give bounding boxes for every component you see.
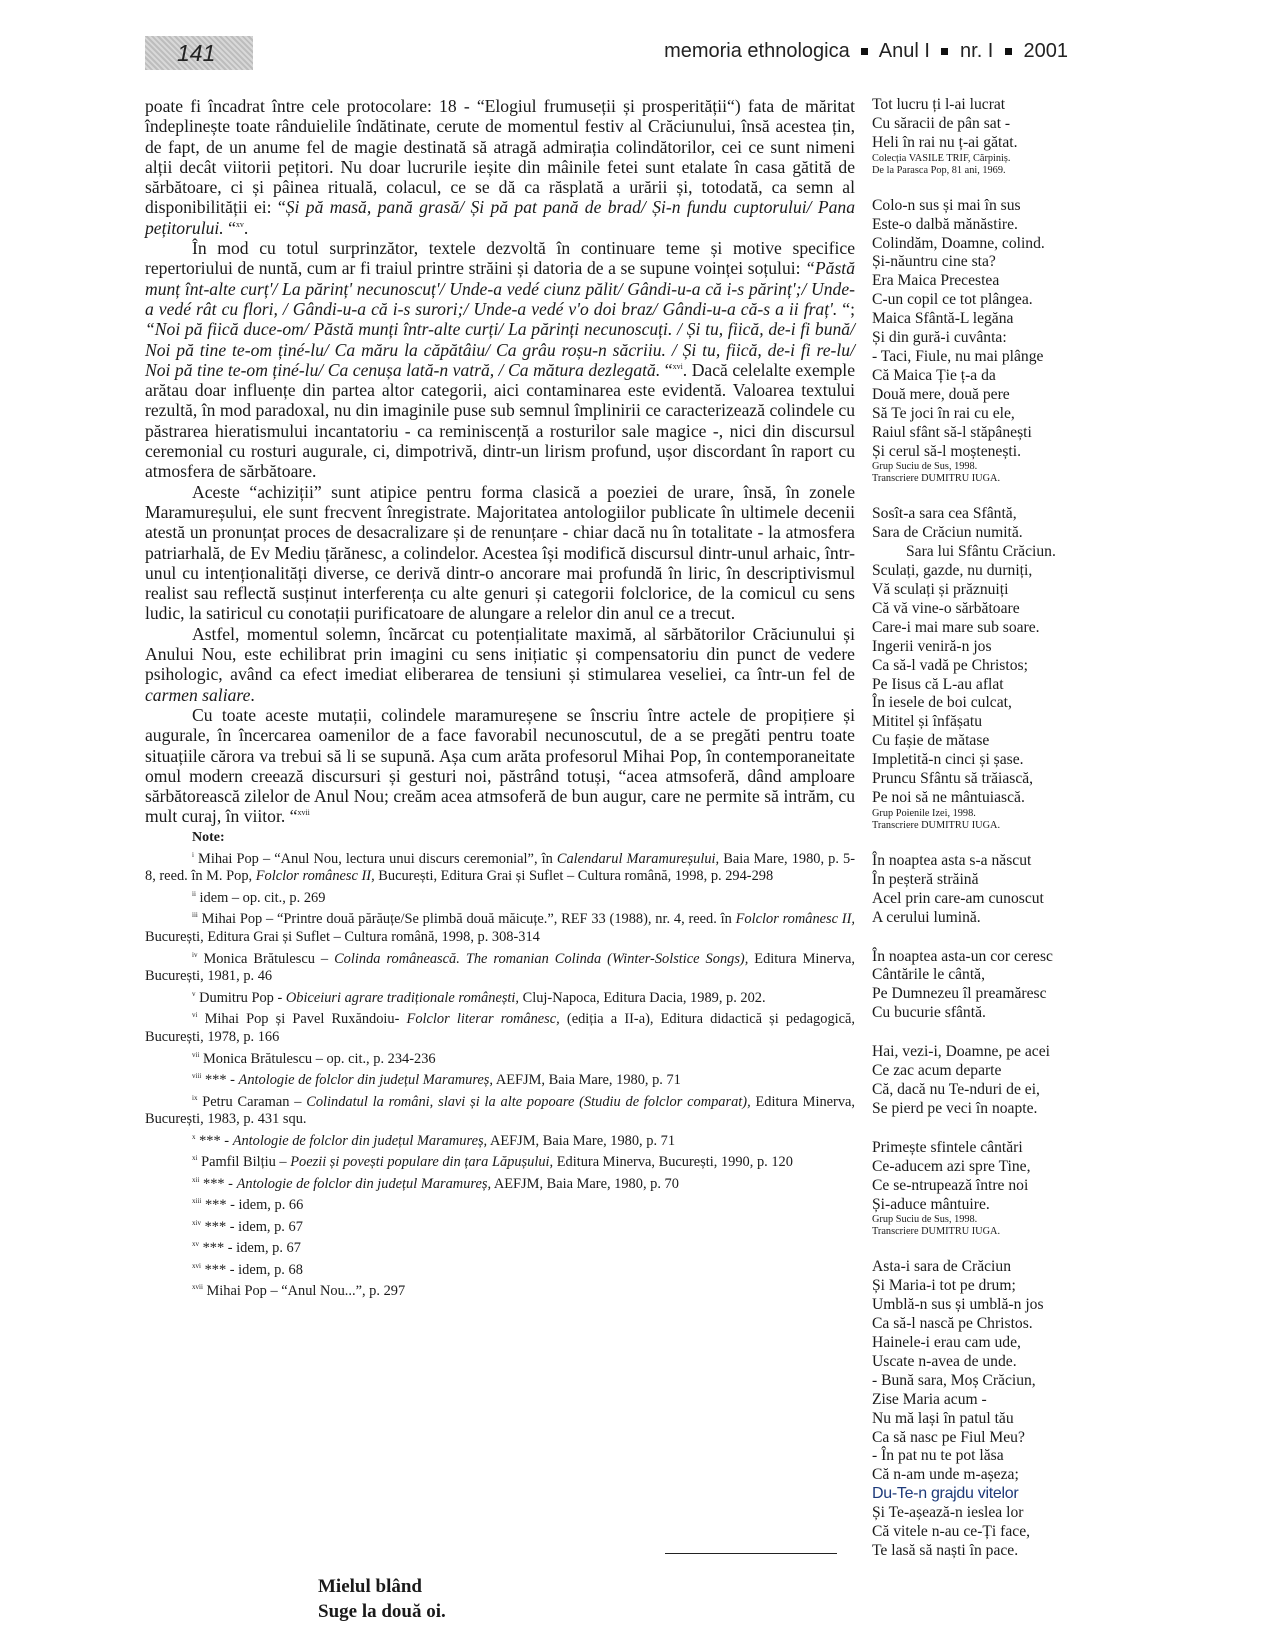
footnote-number: x	[192, 1132, 196, 1141]
poem-line: Că, dacă nu Te-nduri de ei,	[872, 1080, 1040, 1098]
text-run: Astfel, momentul solemn, încărcat cu potențialitate maximă, al sărbătorilor Crăciunului și Anului Nou, este echilibrat prin imagini cu sens inițiatic și compensatoriu din punct de vedere psihologic, având ca efect imediat eliberarea de tensiuni și stimularea veseliei, ca într-un fel de	[145, 623, 855, 685]
poem-line: Că n-am unde m-așeza;	[872, 1466, 1019, 1484]
poem-line: Nu mă lași în patul tău	[872, 1409, 1014, 1427]
text-run: Mihai Pop și Pavel Ruxăndoiu-	[204, 1011, 407, 1028]
separator-square	[861, 48, 868, 55]
quoted-verse: Colinda românească. The romanian Colinda (Winter-Solstice Songs),	[334, 950, 749, 967]
poem-source-credit: De la Parasca Pop, 81 ani, 1969.	[872, 164, 1006, 176]
poem-line: Că Maica Ție ț-a da	[872, 366, 996, 384]
text-run: . Dacă celelalte exemple arătau doar influențe din partea altor categorii, aici contaminarea este evidentă. Valoarea textului rezultă, în mod paradoxal, nu din imaginile puse sub semnul împlinirii ce caracterizează colindele cu păstrarea hieratismului incantatoriu - ca reminiscență a rosturilor sale magice -, nici din discursul ceremonial cu rosturi augurale, ci, dimpotrivă, dintr-un lirism profund, ușor discordant în raport cu atmosfera de sărbătoare.	[145, 359, 856, 482]
paragraph	[145, 624, 855, 705]
footnote	[145, 947, 855, 986]
footnote-number: ii	[192, 889, 196, 898]
poem-stanza	[872, 1258, 1102, 1561]
poem-stanza	[872, 948, 1102, 1024]
text-run: “	[660, 359, 673, 380]
text-run: poate fi încadrat între cele protocolare: 18 - “Elogiul frumuseții și prosperității“) fata de măritat îndeplinește toate rânduielile îndătinate, cerute de momentul festiv al Crăciunului, însă acestea țin, de fapt, de un anume fel de magie destinată să atragă admirația colindătorilor, cei ce sunt nimeni alții decât viitorii pețitori. Nu doar lucrurile ieșite din mâinile fetei sunt etalate în casa gătită de sărbătoare, ci și pâinea rituală, colacul, ce se dă ca răsplată a urării și, totodată, ca semn al disponibilității ei: “	[145, 96, 855, 218]
text-run: București, Editura Grai și Suflet – Cultura română, 1998, p. 294-298	[374, 868, 774, 885]
quoted-verse: Antologie de folclor din județul Maramureș,	[232, 1132, 488, 1149]
quoted-verse: Folclor românesc II,	[255, 868, 375, 885]
footnote-ref: xvi	[672, 362, 683, 371]
poem-stanza	[872, 96, 1102, 177]
text-run: idem – op. cit., p. 269	[199, 889, 326, 906]
poem-line: Asta-i sara de Crăciun	[872, 1258, 1011, 1276]
epigraph-line: Mielul blând	[318, 1576, 422, 1597]
quoted-verse: Folclor literar românesc,	[406, 1011, 560, 1028]
footnote	[145, 886, 855, 908]
text-run: Mihai Pop – “Anul Nou, lectura unui discurs ceremonial”, în	[198, 850, 557, 867]
poem-source-credit: Grup Suciu de Sus, 1998.	[872, 1214, 978, 1226]
paragraph	[145, 238, 855, 482]
text-run: AEFJM, Baia Mare, 1980, p. 71	[487, 1132, 676, 1149]
poem-line: A cerului lumină.	[872, 908, 981, 926]
quoted-verse: Colindatul la români, slavi și la alte popoare (Studiu de folclor comparat),	[306, 1093, 751, 1110]
footnote	[145, 1007, 855, 1046]
poem-line: Cu bucurie sfântă.	[872, 1004, 986, 1022]
poem-stanza	[872, 505, 1102, 832]
footnote	[145, 986, 855, 1008]
poem-line: Și-năuntru cine sta?	[872, 253, 996, 271]
quoted-verse: Și pă masă, pană grasă/ Și pă pat pană de brad/ Și-n fundu cuptorului/ Pana pețitorului.	[145, 197, 855, 238]
year-label: Anul I	[878, 40, 930, 62]
poem-line: Și Maria-i tot pe drum;	[872, 1277, 1016, 1295]
poem-line: Și-aduce mântuire.	[872, 1195, 990, 1213]
poem-source-credit: Colecția VASILE TRIF, Cărpiniș.	[872, 152, 1011, 164]
text-run: În mod cu totul surprinzător, textele dezvoltă în continuare teme și motive specifice repertoriului de nuntă, cum ar fi traiul printre străini și datoria de a se supune voinței soțului:	[145, 238, 855, 279]
footnote-number: xvii	[192, 1283, 203, 1292]
quoted-verse: Obiceiuri agrare tradiționale românești,	[285, 989, 520, 1006]
footnote	[145, 1047, 855, 1069]
footnote	[145, 1236, 855, 1258]
publication-title: memoria ethnologica	[664, 40, 850, 62]
quoted-verse: Calendarul Maramureșului,	[556, 850, 720, 867]
text-run: AEFJM, Baia Mare, 1980, p. 71	[493, 1071, 681, 1088]
quoted-verse: Poezii și povești populare din țara Lăpușului,	[290, 1154, 554, 1170]
text-run: *** -	[204, 1071, 239, 1088]
poem-line: În noaptea asta s-a născut	[872, 851, 1032, 869]
poem-line: Ce se-ntrupează între noi	[872, 1176, 1029, 1194]
poem-line: Să Te joci în rai cu ele,	[872, 404, 1015, 422]
poem-line: Mititel și înfășatu	[872, 713, 983, 731]
poem-line: Cu fașie de mătase	[872, 732, 990, 750]
poem-line: Acel prin care-am cunoscut	[872, 889, 1044, 907]
poem-line: Că vă vine-o sărbătoare	[872, 599, 1020, 617]
footnote	[145, 1068, 855, 1090]
poem-line: - În pat nu te pot lăsa	[872, 1447, 1004, 1465]
paragraph	[145, 705, 855, 827]
poem-line: Sculați, gazde, nu durniți,	[872, 562, 1033, 580]
poem-line: Sosît-a sara cea Sfântă,	[872, 505, 1017, 523]
text-run: Petru Caraman –	[202, 1093, 307, 1110]
text-run: București, Editura Grai și Suflet – Cultura română, 1998, p. 308-314	[145, 928, 540, 945]
footnote-number: v	[192, 989, 196, 998]
quoted-verse: Antologie de folclor din județul Maramureș,	[236, 1175, 492, 1192]
poem-line: Și din gură-i cuvânta:	[872, 329, 1007, 347]
poem-column	[872, 96, 1102, 1581]
footnote	[145, 1279, 855, 1301]
poem-line: Te lasă să naști în pace.	[872, 1542, 1019, 1559]
poem-line: Două mere, două pere	[872, 385, 1010, 403]
poem-source-credit: Transcriere DUMITRU IUGA.	[872, 819, 1001, 831]
poem-line: Vă sculați și prăznuiți	[872, 581, 1009, 599]
quoted-verse: carmen saliare	[145, 684, 251, 705]
text-run: “	[223, 217, 236, 238]
paragraph	[145, 96, 855, 238]
poem-line: Colo-n sus și mai în sus	[872, 196, 1021, 214]
poem-line: Este-o dalbă mănăstire.	[872, 215, 1018, 233]
poem-line: Heli în rai nu ț-ai gătat.	[872, 133, 1018, 151]
notes-list	[145, 847, 855, 1301]
epigraph-line: Suge la două oi.	[318, 1601, 446, 1622]
paragraph	[145, 482, 855, 624]
text-run: .	[250, 684, 255, 705]
epigraph	[318, 1574, 446, 1624]
footnote-ref: xvii	[297, 808, 310, 818]
poem-line: Pe noi să ne mântuiască.	[872, 789, 1025, 806]
notes-heading: Note:	[192, 829, 225, 845]
poem-line: Raiul sfânt să-l stăpânești	[872, 423, 1032, 441]
text-run: “;	[837, 298, 855, 319]
poem-line: În peșteră străină	[872, 870, 979, 888]
poem-line: Pe Dumnezeu îl preamăresc	[872, 985, 1047, 1003]
poem-line: Care-i mai mare sub soare.	[872, 618, 1040, 636]
poem-stanza	[872, 1043, 1102, 1119]
text-run: .	[243, 217, 249, 238]
text-run: Mihai Pop – “Printre două părăuțe/Se plimbă două măicuțe.”, REF 33 (1988), nr. 4, reed. în	[201, 911, 736, 928]
poem-line: Maica Sfântă-L legăna	[872, 310, 1014, 328]
quoted-verse: Folclor românesc II,	[735, 911, 855, 928]
text-run: Monica Brătulescu –	[203, 950, 335, 967]
separator-square	[1005, 48, 1012, 55]
footnote-number: i	[192, 850, 194, 859]
poem-source-credit: Grup Poienile Izei, 1998.	[872, 807, 976, 819]
footnote-number: vii	[192, 1050, 200, 1059]
text-run: Editura Minerva, București, 1990, p. 120	[553, 1154, 793, 1170]
footnote-number: vi	[192, 1011, 198, 1020]
text-run: *** - idem, p. 67	[202, 1240, 301, 1256]
footnote	[145, 1172, 855, 1194]
poem-line: Cântările le cântă,	[872, 966, 985, 984]
poem-line: Cu săracii de pân sat -	[872, 114, 1011, 132]
footnote	[145, 1150, 855, 1172]
quoted-verse: Antologie de folclor din județul Maramureș,	[238, 1071, 494, 1088]
poem-line: Și cerul să-l moștenești.	[872, 442, 1021, 460]
poem-line: Era Maica Precestea	[872, 272, 1000, 290]
poem-source-credit: Transcriere DUMITRU IUGA.	[872, 1226, 1001, 1238]
poem-source-credit: Transcriere DUMITRU IUGA.	[872, 473, 1001, 485]
poem-stanza	[872, 852, 1102, 928]
quoted-verse: “Păstă munț înt-alte curț'/ La părinț' necunoscuț'/ Unde-a vedé ciunz pălit/ Gândi-u-a că i-s părinț';/ Unde-a vedé rât cu flori, / Gândi-u-a că i-s surori;/ Unde-a vedé v'o doi braz/ Gândi-u-a că-s a ii fraț'.	[145, 258, 855, 319]
poem-line: Ce-aducem azi spre Tine,	[872, 1157, 1031, 1175]
poem-stanza	[872, 1139, 1102, 1239]
text-run: *** - idem, p. 66	[204, 1197, 304, 1213]
text-run: Cluj-Napoca, Editura Dacia, 1989, p. 202.	[519, 989, 766, 1006]
poem-line: Sara lui Sfântu Crăciun.	[906, 543, 1056, 561]
text-run: *** -	[199, 1132, 233, 1149]
page-number: 141	[145, 36, 253, 70]
poem-line: Că vitele n-au ce-Ți face,	[872, 1523, 1031, 1541]
poem-line: Primește sfintele cântări	[872, 1138, 1023, 1156]
footnote-number: xiii	[192, 1197, 202, 1206]
poem-line: Ce zac acum departe	[872, 1062, 1002, 1080]
text-run: (ediția a II-a), Editura didactică și pedagogică, București, 1978, p. 166	[145, 1011, 856, 1045]
footnote	[145, 907, 855, 946]
poem-line: - Bună sara, Moș Crăciun,	[872, 1371, 1036, 1389]
poem-line: - Taci, Fiule, nu mai plânge	[872, 347, 1044, 365]
text-run: Monica Brătulescu – op. cit., p. 234-236	[203, 1050, 436, 1067]
poem-line: Du-Te-n grajdu vitelor	[872, 1485, 1019, 1503]
text-run: Editura Minerva, București, 1981, p. 46	[145, 950, 855, 985]
poem-line: Pe Iisus că L-au aflat	[872, 675, 1004, 693]
footnote	[145, 1129, 855, 1151]
text-run: *** - idem, p. 67	[204, 1218, 303, 1235]
text-run: AEFJM, Baia Mare, 1980, p. 70	[491, 1175, 679, 1192]
poem-stanza	[872, 197, 1102, 486]
footnote	[145, 1090, 855, 1129]
text-run: *** - idem, p. 68	[204, 1261, 303, 1278]
footnote-number: iii	[192, 911, 198, 920]
poem-line: Sara de Crăciun numită.	[872, 524, 1023, 542]
poem-line: Colindăm, Doamne, colind.	[872, 234, 1045, 252]
poem-line: Ingerii veniră-n jos	[872, 637, 992, 655]
footnote-number: xvi	[192, 1261, 201, 1270]
divider-rule	[665, 1553, 837, 1554]
poem-line: Hainele-i erau cam ude,	[872, 1334, 1021, 1352]
poem-line: Ca să-l vadă pe Christos;	[872, 656, 1028, 674]
footnote-number: xi	[192, 1154, 198, 1163]
footnote	[145, 1193, 855, 1215]
footnote	[145, 1258, 855, 1280]
text-run: Pamfil Bilțiu –	[201, 1154, 291, 1170]
poem-line: Impletită-n cinci și șase.	[872, 751, 1024, 769]
poem-line: Se pierd pe veci în noapte.	[872, 1099, 1038, 1117]
text-run: Dumitru Pop -	[199, 989, 286, 1006]
poem-line: Și Te-așează-n ieslea lor	[872, 1504, 1024, 1522]
poem-line: C-un copil ce tot plângea.	[872, 291, 1033, 309]
footnote-number: xiv	[192, 1218, 201, 1227]
running-header	[664, 40, 1068, 63]
poem-line: Ca să nasc pe Fiul Meu?	[872, 1428, 1025, 1446]
poem-line: În iesele de boi culcat,	[872, 694, 1012, 712]
text-run: Cu toate aceste mutații, colindele maramureșene se înscriu între actele de propițiere și augurale, în încercarea oamenilor de a face favorabil necunoscutul, de a se pregăti pentru toate situațiile cărora va trebui să li se supună. Așa cum arăta profesorul Mihai Pop, în contemporaneitate omul modern creează discursuri și gesturi noi, păstrând totuși, “acea atmsoferă, dând amploare sărbătorească zilelor de Anul Nou; creăm acea atmsoferă de bun augur, care ne permite să intrăm, cu mult curaj, în viitor. “	[145, 704, 855, 827]
footnote-ref: xv	[235, 219, 244, 229]
footnote	[145, 1215, 855, 1237]
poem-line: Zise Maria acum -	[872, 1390, 987, 1408]
publication-year: 2001	[1023, 40, 1068, 62]
text-run: Mihai Pop – “Anul Nou...”, p. 297	[206, 1283, 406, 1299]
text-run: *** -	[203, 1175, 237, 1192]
issue-label: nr. I	[960, 40, 994, 62]
poem-line: Pruncu Sfântu să trăiască,	[872, 770, 1034, 788]
poem-line: Ca să-l nască pe Christos.	[872, 1315, 1033, 1333]
footnote-number: xii	[192, 1175, 200, 1184]
poem-line: Umblă-n sus și umblă-n jos	[872, 1296, 1044, 1314]
footnote-number: xv	[192, 1240, 199, 1249]
footnote-number: viii	[192, 1072, 202, 1080]
footnote-number: iv	[192, 950, 198, 959]
poem-line: Uscate n-avea de unde.	[872, 1352, 1017, 1370]
text-run: Aceste “achiziții” sunt atipice pentru forma clasică a poeziei de urare, însă, în zonele Maramureșului, ele sunt frecvent înregistrate. Majoritatea antologiilor publicate în ultimele decenii atestă un pronunțat proces de desacralizare și de renunțare - chiar dacă nu în totalitate - la atmosfera patriarhală, de Ev Mediu țărănesc, a colindelor. Acestea își modifică discursul dintr-unul arhaic, într-unul cu intenționalități diverse, ce derivă dintr-o ancorare mai profundă în liric, în descriptivismul realist sau reflectă susținut interferența cu alte genuri și categorii folclorice, de la comicul cu sens ludic, la satiricul cu conotații purificatoare de alungare a relelor din anul ce a trecut.	[145, 481, 855, 624]
text-run: Editura Minerva, București, 1983, p. 431 squ.	[145, 1093, 856, 1127]
main-text-column	[145, 96, 855, 1301]
poem-source-credit: Grup Suciu de Sus, 1998.	[872, 461, 978, 473]
text-run: Baia Mare, 1980, p. 5-8, reed. în M. Pop,	[145, 850, 856, 885]
poem-line: În noaptea asta-un cor ceresc	[872, 947, 1053, 965]
footnote-number: ix	[192, 1093, 198, 1102]
footnote	[145, 847, 855, 886]
poem-line: Tot lucru ți l-ai lucrat	[872, 96, 1006, 113]
separator-square	[941, 48, 948, 55]
poem-line: Hai, vezi-i, Doamne, pe acei	[872, 1043, 1050, 1061]
quoted-verse: “Noi pă fiică duce-om/ Păstă munți într-alte curți/ La părinți necunoscuți. / Și tu, fiică, de-i fi bună/ Noi pă tine te-om ținé-lu/ Ca măru la căpătâiu/ Ca grâu roșu-n săcriiu. / Și tu, fiică, de-i fi re-lu/ Noi pă tine te-om ținé-lu/ Ca cenușa lată-n vatră, / Ca mătura dezlegată.	[145, 319, 855, 380]
